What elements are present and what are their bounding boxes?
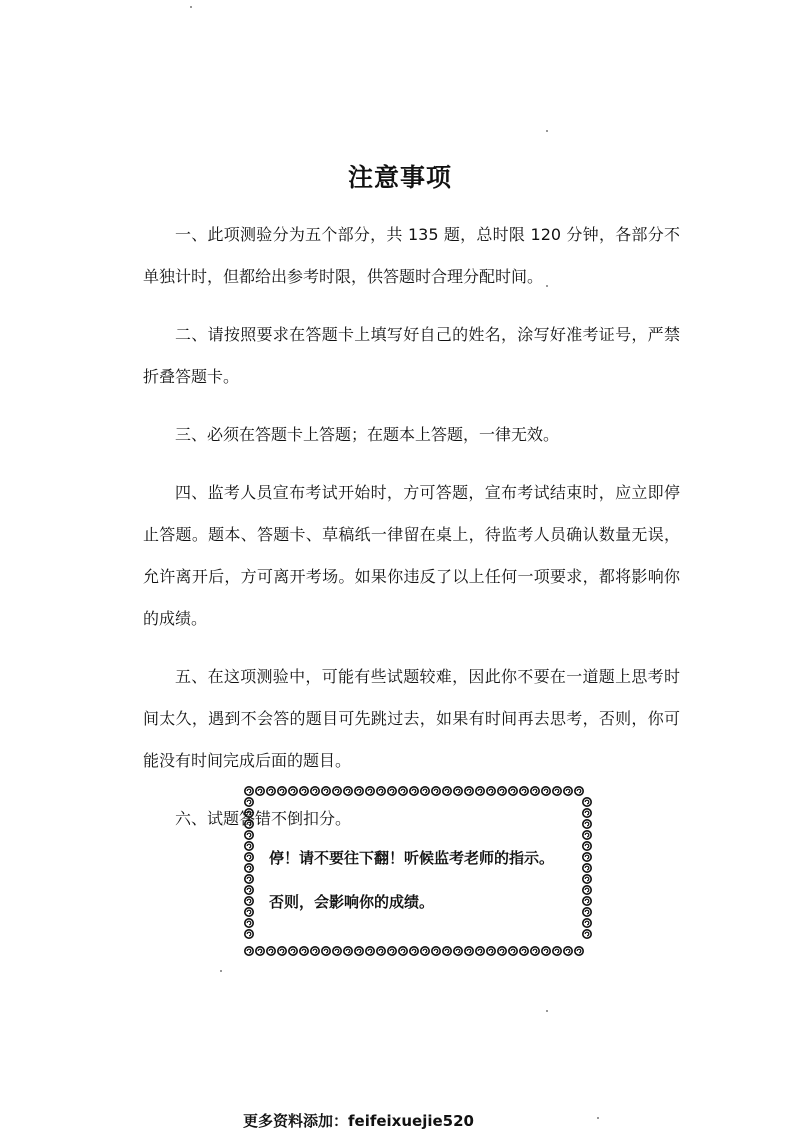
scan-speck — [546, 1010, 548, 1012]
notice-list — [143, 214, 680, 856]
scan-speck — [190, 6, 192, 8]
stop-notice-box — [243, 785, 593, 957]
footer-contact-note: 更多资料添加：feifeixuejie520 — [243, 1112, 474, 1130]
scan-speck — [546, 130, 548, 132]
notice-item-1: 一、此项测验分为五个部分，共 135 题，总时限 120 分钟，各部分不单独计时，但都给出参考时限，供答题时合理分配时间。 — [143, 225, 680, 286]
notice-item-6: 六、试题答错不倒扣分。 — [175, 809, 352, 828]
scan-speck — [597, 1117, 599, 1119]
stop-consequence-line: 否则，会影响你的成绩。 — [269, 893, 435, 911]
stop-warning-line: 停！请不要往下翻！听候监考老师的指示。 — [269, 849, 555, 867]
page-title: 注意事项 — [347, 163, 452, 192]
notice-item-4: 四、监考人员宣布考试开始时，方可答题，宣布考试结束时，应立即停止答题。题本、答题卡、草稿纸一律留在桌上，待监考人员确认数量无误，允许离开后，方可离开考场。如果你违反了以上任何一项要求，都将影响你的成绩。 — [143, 483, 680, 628]
notice-item-2: 二、请按照要求在答题卡上填写好自己的姓名，涂写好准考证号，严禁折叠答题卡。 — [143, 325, 680, 386]
scan-speck — [220, 970, 222, 972]
notice-item-5: 五、在这项测验中，可能有些试题较难，因此你不要在一道题上思考时间太久，遇到不会答的题目可先跳过去，如果有时间再去思考，否则，你可能没有时间完成后面的题目。 — [143, 667, 680, 770]
scan-speck — [546, 285, 548, 287]
decorative-border-icon — [243, 785, 593, 957]
notice-item-3: 三、必须在答题卡上答题；在题本上答题，一律无效。 — [175, 425, 560, 444]
